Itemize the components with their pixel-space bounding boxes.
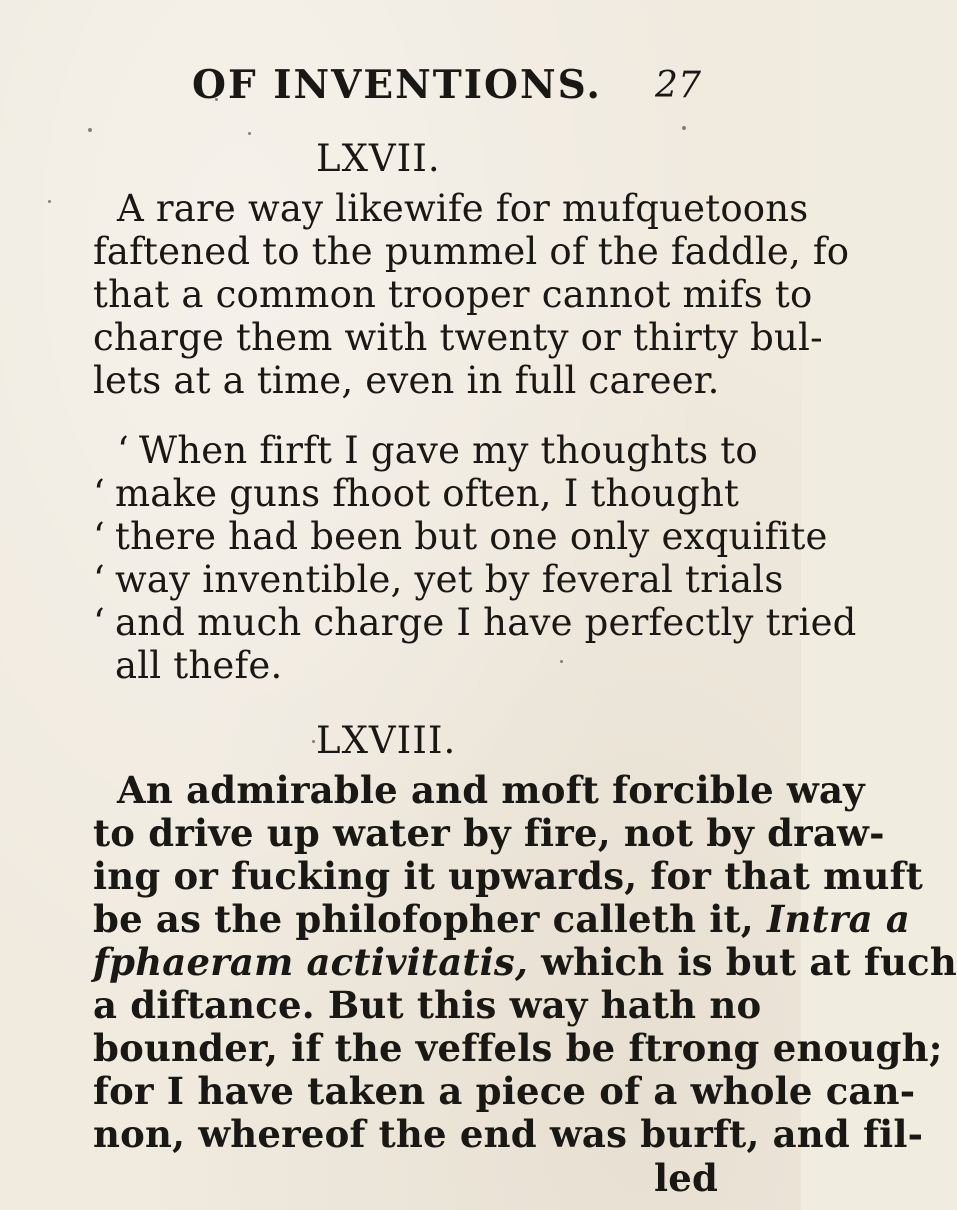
quote-mark: ‘ [93, 515, 105, 558]
page-speck [48, 200, 51, 203]
page-speck [682, 126, 686, 130]
paragraph-line: charge them with twenty or thirty bul- [93, 316, 823, 359]
quote-line [93, 515, 828, 558]
quote-line [117, 429, 758, 472]
quote-text: and much charge I have perfectly tried [115, 601, 857, 644]
paragraph-line: lets at a time, even in full career. [93, 359, 720, 402]
paragraph-line: a diftance. But this way hath no [93, 983, 762, 1027]
quote-line [93, 472, 740, 515]
paragraph-line: that a common trooper cannot mifs to [93, 273, 813, 316]
page-speck [312, 740, 315, 743]
paragraph-text: which is but at fuch [541, 940, 957, 984]
catchword: led [654, 1156, 719, 1200]
paragraph-line: non, whereof the end was burft, and fil- [93, 1112, 924, 1156]
quote-mark: ‘ [93, 558, 105, 601]
running-header-title: OF INVENTIONS. [192, 62, 603, 108]
quote-line: all thefe. [115, 644, 283, 687]
quote-text: way inventible, yet by feveral trials [115, 558, 784, 601]
paragraph-line: bounder, if the veffels be ftrong enough; [93, 1026, 943, 1070]
quote-line [93, 558, 784, 601]
quote-text: make guns fhoot often, I thought [115, 472, 740, 515]
page-speck [248, 132, 251, 135]
quote-text: When firft I gave my thoughts to [139, 429, 758, 472]
paragraph-line: faftened to the pummel of the faddle, fo [93, 230, 850, 273]
page-number: 27 [655, 65, 702, 106]
quote-text: there had been but one only exquifite [115, 515, 828, 558]
page-speck [560, 660, 563, 663]
paragraph-text: be as the philofopher calleth it, [93, 897, 754, 941]
paragraph-line: A rare way likewife for mufquetoons [117, 187, 809, 230]
paragraph-line: ing or fucking it upwards, for that muft [93, 854, 924, 898]
quote-mark: ‘ [93, 472, 105, 515]
italic-latin-phrase: Intra a [767, 897, 911, 941]
quote-mark: ‘ [93, 601, 105, 644]
paragraph-line: An admirable and moft forcible way [117, 768, 865, 812]
paragraph-line [93, 897, 911, 941]
quote-mark: ‘ [117, 429, 129, 472]
quote-line [93, 601, 857, 644]
section-heading-lxviii: LXVIII. [316, 719, 457, 762]
paragraph-line [93, 940, 957, 984]
italic-latin-phrase: fphaeram activitatis, [93, 940, 529, 984]
paragraph-line: for I have taken a piece of a whole can- [93, 1069, 916, 1113]
section-heading-lxvii: LXVII. [316, 137, 441, 180]
page-speck [88, 128, 92, 132]
paragraph-line: to drive up water by fire, not by draw- [93, 811, 885, 855]
